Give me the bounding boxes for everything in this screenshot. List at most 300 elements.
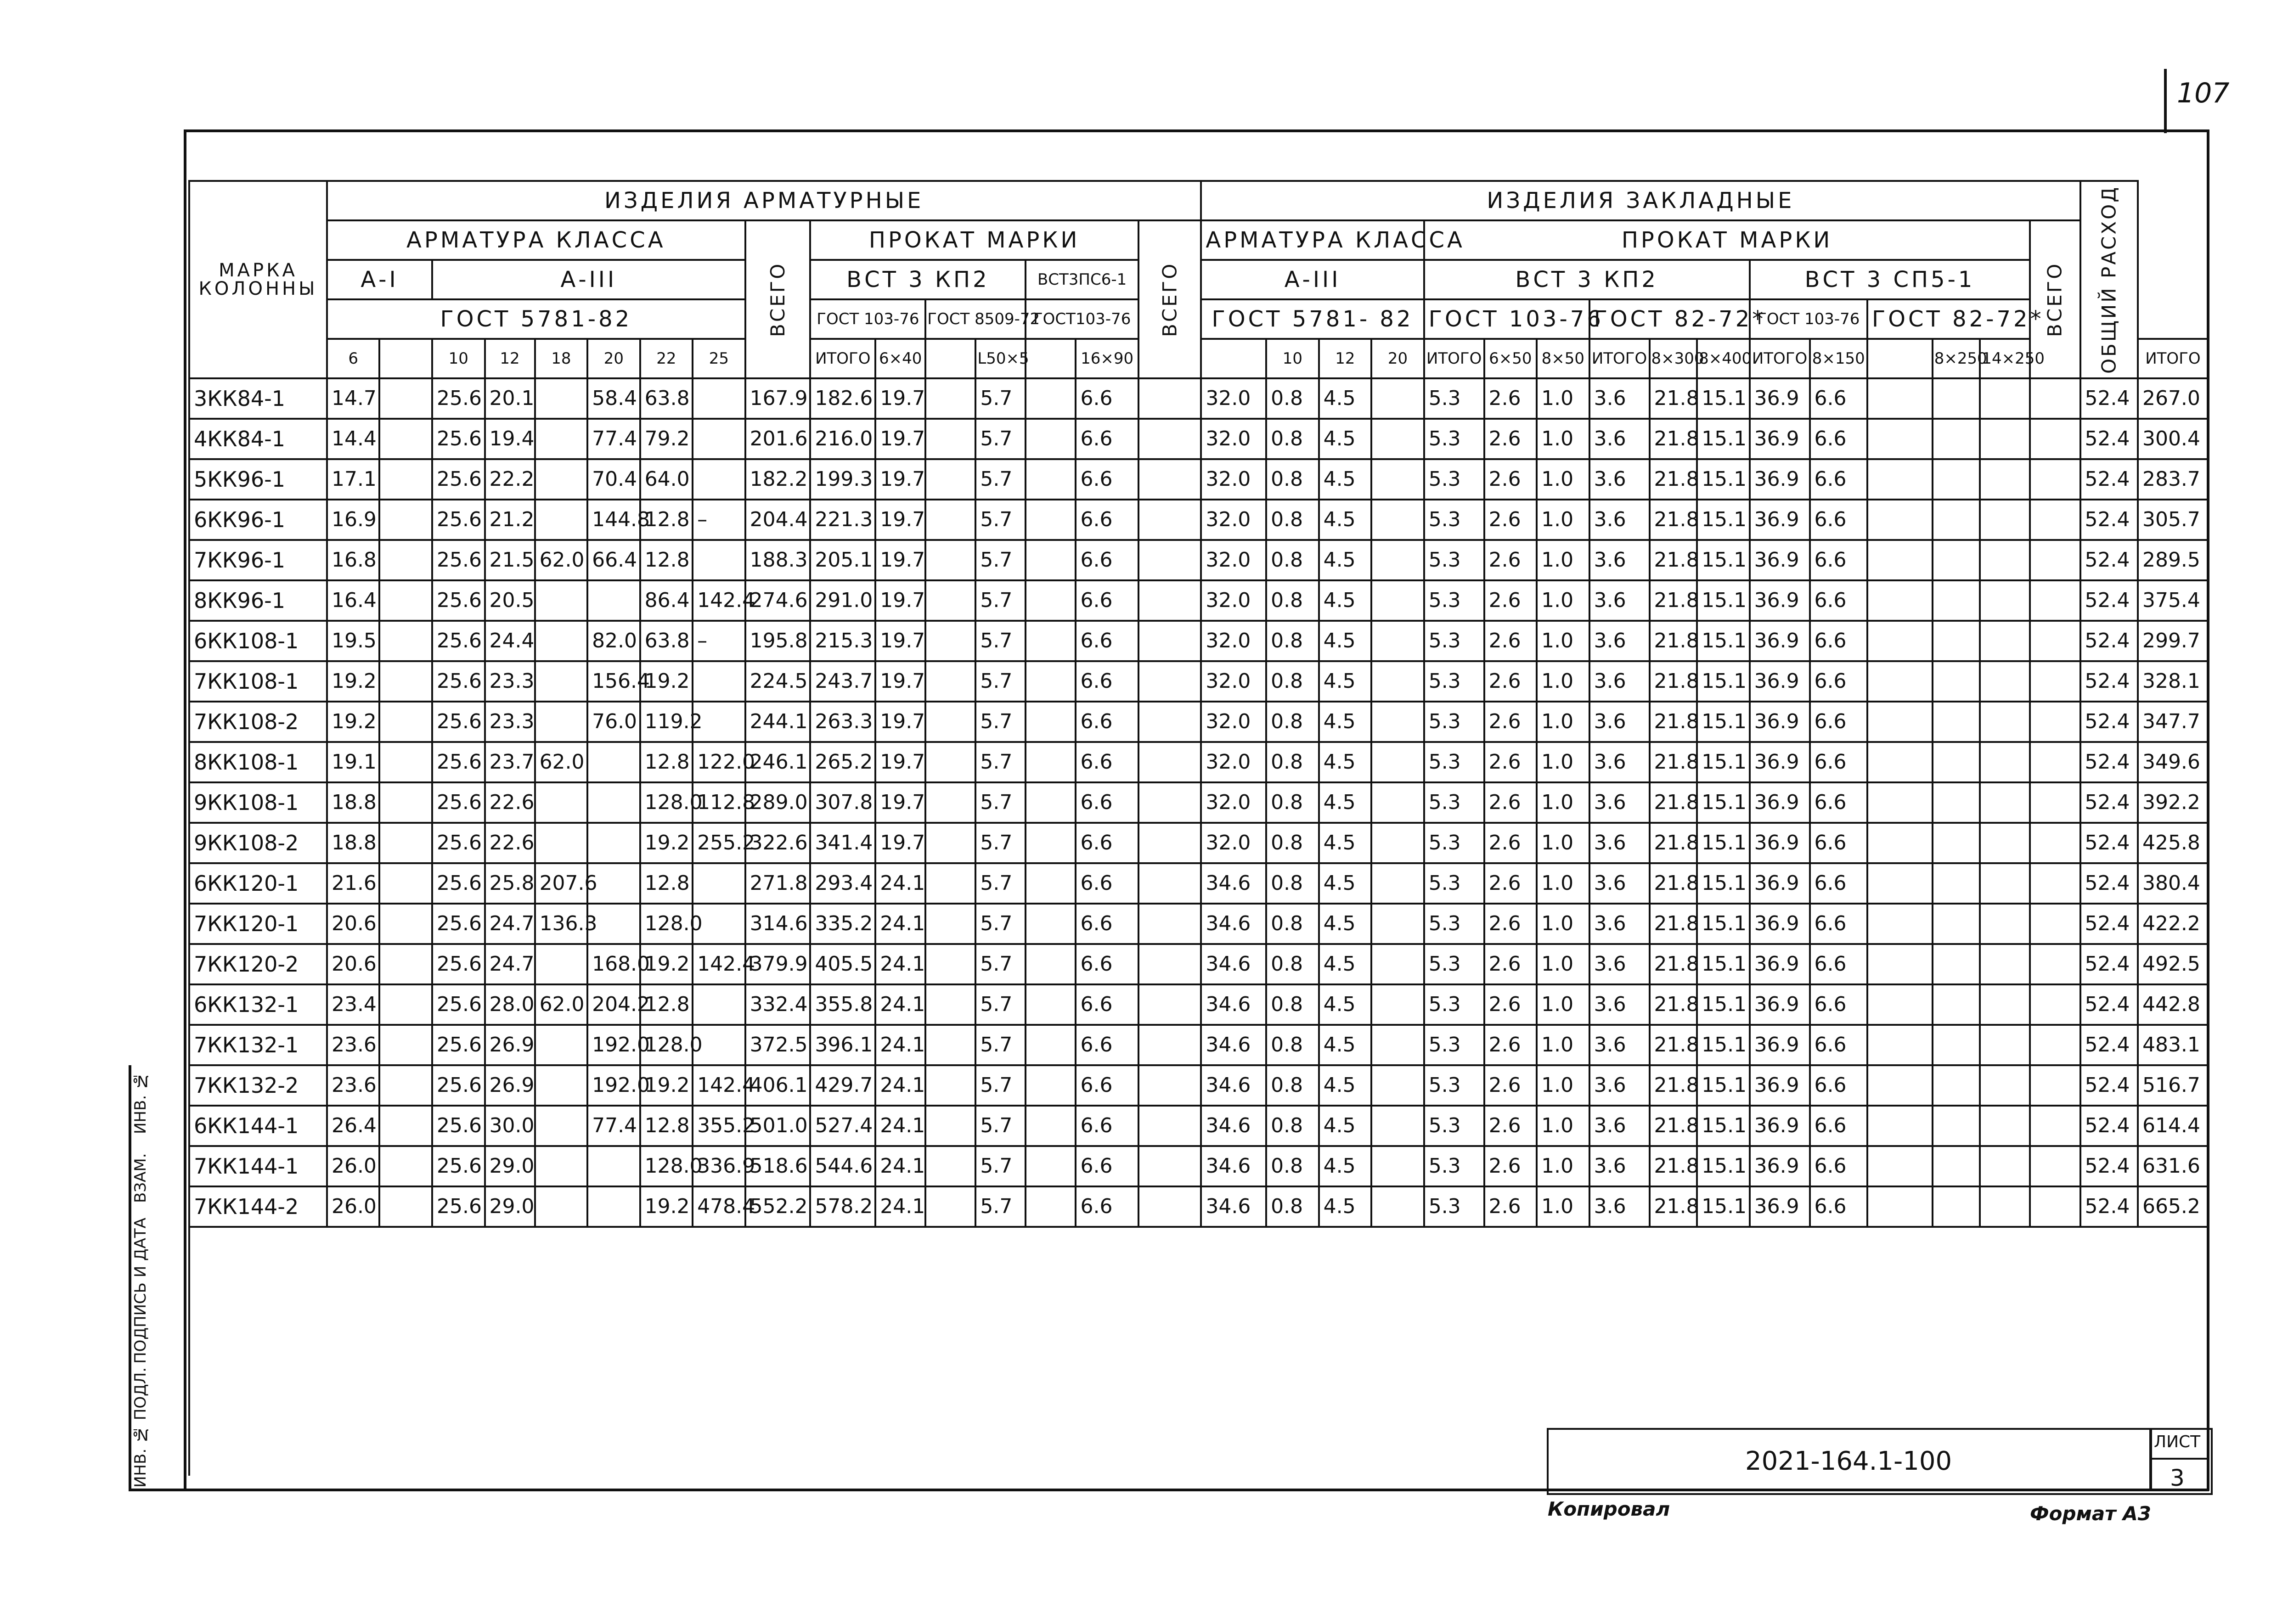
value-cell xyxy=(1371,1186,1424,1227)
value-cell xyxy=(1980,419,2030,459)
value-cell: 66.4 xyxy=(587,540,640,580)
value-cell: 15.1 xyxy=(1697,904,1750,944)
value-cell xyxy=(1371,782,1424,823)
value-cell: 3.6 xyxy=(1589,782,1650,823)
value-cell xyxy=(1933,1106,1980,1146)
table-row xyxy=(189,782,2208,823)
value-cell: 3.6 xyxy=(1589,1106,1650,1146)
value-cell: 15.1 xyxy=(1697,782,1750,823)
stamp-sheet-label: ЛИСТ xyxy=(2154,1433,2201,1451)
value-cell: 32.0 xyxy=(1201,459,1266,500)
row-mark-cell: 6КК132-1 xyxy=(189,984,327,1025)
value-cell xyxy=(1138,782,1201,823)
value-cell xyxy=(1867,419,1933,459)
value-cell: 4.5 xyxy=(1319,1146,1372,1186)
value-cell xyxy=(2030,742,2080,782)
value-cell: 244.1 xyxy=(745,702,811,742)
value-cell: 5.3 xyxy=(1424,702,1484,742)
value-cell xyxy=(1867,621,1933,661)
table-row xyxy=(189,863,2208,904)
value-cell xyxy=(379,1106,432,1146)
value-cell: 15.1 xyxy=(1697,823,1750,863)
value-cell: 300.4 xyxy=(2138,419,2208,459)
value-cell: 5.7 xyxy=(975,661,1026,702)
subheader-cell: ИТОГО xyxy=(1424,339,1484,378)
value-cell: 19.1 xyxy=(327,742,380,782)
value-cell: 24.1 xyxy=(875,1146,925,1186)
value-cell: 4.5 xyxy=(1319,1106,1372,1146)
value-cell xyxy=(379,702,432,742)
value-cell: 0.8 xyxy=(1266,1106,1319,1146)
value-cell: 25.6 xyxy=(432,904,485,944)
table-row xyxy=(189,580,2208,621)
table-row xyxy=(189,540,2208,580)
value-cell: 2.6 xyxy=(1484,419,1537,459)
value-cell xyxy=(1138,459,1201,500)
value-cell: 52.4 xyxy=(2080,702,2138,742)
table-row xyxy=(189,500,2208,540)
subheader-cell xyxy=(1201,339,1266,378)
value-cell xyxy=(1980,984,2030,1025)
value-cell: 5.7 xyxy=(975,580,1026,621)
value-cell xyxy=(587,1146,640,1186)
value-cell xyxy=(1867,661,1933,702)
value-cell xyxy=(1138,540,1201,580)
value-cell: 58.4 xyxy=(587,378,640,419)
stamp-divider xyxy=(2149,1428,2152,1491)
value-cell: 15.1 xyxy=(1697,863,1750,904)
value-cell: 25.6 xyxy=(432,1065,485,1106)
value-cell: 6.6 xyxy=(1076,823,1138,863)
value-cell: 5.3 xyxy=(1424,378,1484,419)
value-cell: 2.6 xyxy=(1484,540,1537,580)
value-cell xyxy=(1026,702,1076,742)
value-cell: 3.6 xyxy=(1589,580,1650,621)
value-cell: 6.6 xyxy=(1810,459,1867,500)
value-cell: 25.6 xyxy=(432,540,485,580)
value-cell xyxy=(1980,459,2030,500)
header-vst3kp2: ВСТ 3 КП2 xyxy=(810,260,1026,299)
value-cell: 552.2 xyxy=(745,1186,811,1227)
value-cell: 19.7 xyxy=(875,459,925,500)
value-cell xyxy=(379,459,432,500)
value-cell: 2.6 xyxy=(1484,1186,1537,1227)
value-cell: 355.8 xyxy=(810,984,875,1025)
value-cell: 26.9 xyxy=(485,1065,535,1106)
value-cell: 6.6 xyxy=(1810,661,1867,702)
value-cell: 23.3 xyxy=(485,702,535,742)
value-cell: 4.5 xyxy=(1319,500,1372,540)
value-cell xyxy=(1980,1186,2030,1227)
value-cell: 36.9 xyxy=(1750,782,1810,823)
value-cell: 0.8 xyxy=(1266,742,1319,782)
value-cell: 396.1 xyxy=(810,1025,875,1065)
subheader-cell: 8×250 xyxy=(1933,339,1980,378)
value-cell: 21.8 xyxy=(1650,984,1697,1025)
value-cell xyxy=(1026,742,1076,782)
row-mark-cell: 7КК108-2 xyxy=(189,702,327,742)
value-cell xyxy=(1371,904,1424,944)
header-total-rebar: ВСЕГО xyxy=(745,220,811,378)
row-mark-cell: 6КК144-1 xyxy=(189,1106,327,1146)
value-cell: 52.4 xyxy=(2080,378,2138,419)
value-cell: 332.4 xyxy=(745,984,811,1025)
value-cell: 19.7 xyxy=(875,702,925,742)
value-cell: 15.1 xyxy=(1697,580,1750,621)
value-cell: 1.0 xyxy=(1537,540,1589,580)
value-cell: 3.6 xyxy=(1589,378,1650,419)
value-cell: 478.4 xyxy=(693,1186,745,1227)
value-cell: 136.3 xyxy=(535,904,588,944)
value-cell xyxy=(925,1065,975,1106)
value-cell xyxy=(1138,823,1201,863)
value-cell: 29.0 xyxy=(485,1186,535,1227)
value-cell: 5.7 xyxy=(975,984,1026,1025)
value-cell: 1.0 xyxy=(1537,1065,1589,1106)
value-cell: 349.6 xyxy=(2138,742,2208,782)
row-mark-cell: 7КК108-1 xyxy=(189,661,327,702)
value-cell: 21.8 xyxy=(1650,419,1697,459)
value-cell: 4.5 xyxy=(1319,1186,1372,1227)
value-cell: 32.0 xyxy=(1201,378,1266,419)
subheader-cell: 6×50 xyxy=(1484,339,1537,378)
value-cell xyxy=(925,984,975,1025)
value-cell: 12.8 xyxy=(640,863,693,904)
value-cell: 5.3 xyxy=(1424,1186,1484,1227)
value-cell: 3.6 xyxy=(1589,1025,1650,1065)
value-cell: 5.3 xyxy=(1424,500,1484,540)
value-cell: 5.7 xyxy=(975,904,1026,944)
value-cell xyxy=(1867,863,1933,904)
value-cell: 2.6 xyxy=(1484,1146,1537,1186)
value-cell: 36.9 xyxy=(1750,540,1810,580)
header-group-rebar: ИЗДЕЛИЯ АРМАТУРНЫЕ xyxy=(327,181,1201,220)
value-cell: 15.1 xyxy=(1697,984,1750,1025)
subheader-cell: ИТОГО xyxy=(1750,339,1810,378)
value-cell xyxy=(1933,1065,1980,1106)
value-cell: 19.7 xyxy=(875,500,925,540)
value-cell: 25.6 xyxy=(432,580,485,621)
value-cell xyxy=(1867,1025,1933,1065)
value-cell xyxy=(1138,702,1201,742)
value-cell: 5.7 xyxy=(975,459,1026,500)
value-cell: 15.1 xyxy=(1697,742,1750,782)
value-cell: 19.2 xyxy=(640,823,693,863)
value-cell: 32.0 xyxy=(1201,742,1266,782)
value-cell: 2.6 xyxy=(1484,863,1537,904)
value-cell xyxy=(1933,742,1980,782)
value-cell: 36.9 xyxy=(1750,459,1810,500)
value-cell: 3.6 xyxy=(1589,1186,1650,1227)
table-row xyxy=(189,459,2208,500)
value-cell: 0.8 xyxy=(1266,984,1319,1025)
value-cell: 21.2 xyxy=(485,500,535,540)
value-cell: 4.5 xyxy=(1319,378,1372,419)
header-class-a3-2: А-III xyxy=(1201,260,1424,299)
value-cell: 25.6 xyxy=(432,782,485,823)
value-cell: 6.6 xyxy=(1810,1146,1867,1186)
value-cell: 24.1 xyxy=(875,1186,925,1227)
value-cell xyxy=(1026,1186,1076,1227)
value-cell: 79.2 xyxy=(640,419,693,459)
value-cell: 21.8 xyxy=(1650,823,1697,863)
value-cell xyxy=(693,540,745,580)
value-cell: 15.1 xyxy=(1697,944,1750,984)
value-cell xyxy=(1138,1106,1201,1146)
value-cell: 215.3 xyxy=(810,621,875,661)
value-cell xyxy=(1026,863,1076,904)
value-cell: 5.3 xyxy=(1424,459,1484,500)
value-cell xyxy=(1933,661,1980,702)
value-cell: 255.2 xyxy=(693,823,745,863)
value-cell: 5.7 xyxy=(975,540,1026,580)
value-cell xyxy=(925,1106,975,1146)
row-mark-cell: 9КК108-2 xyxy=(189,823,327,863)
value-cell xyxy=(925,500,975,540)
value-cell: 2.6 xyxy=(1484,459,1537,500)
value-cell xyxy=(1933,580,1980,621)
value-cell: 21.8 xyxy=(1650,702,1697,742)
value-cell: 21.8 xyxy=(1650,459,1697,500)
value-cell: 5.3 xyxy=(1424,1025,1484,1065)
value-cell: 12.8 xyxy=(640,984,693,1025)
value-cell: 156.4 xyxy=(587,661,640,702)
value-cell: 20.1 xyxy=(485,378,535,419)
value-cell: 25.6 xyxy=(432,863,485,904)
value-cell: 429.7 xyxy=(810,1065,875,1106)
value-cell xyxy=(1371,661,1424,702)
value-cell: 243.7 xyxy=(810,661,875,702)
value-cell: 36.9 xyxy=(1750,1065,1810,1106)
value-cell xyxy=(1026,540,1076,580)
value-cell: 544.6 xyxy=(810,1146,875,1186)
value-cell: 221.3 xyxy=(810,500,875,540)
header-rolled-grade: ПРОКАТ МАРКИ xyxy=(810,220,1138,260)
value-cell xyxy=(2030,378,2080,419)
value-cell: 3.6 xyxy=(1589,742,1650,782)
header-total-embedded: ВСЕГО xyxy=(2030,220,2080,378)
value-cell xyxy=(379,742,432,782)
value-cell: 2.6 xyxy=(1484,1025,1537,1065)
value-cell: 144.8 xyxy=(587,500,640,540)
value-cell xyxy=(1980,904,2030,944)
value-cell xyxy=(379,1065,432,1106)
value-cell: 142.4 xyxy=(693,944,745,984)
value-cell: 21.8 xyxy=(1650,1146,1697,1186)
frame-left xyxy=(184,129,186,1491)
table-row xyxy=(189,1186,2208,1227)
value-cell: 25.6 xyxy=(432,1186,485,1227)
value-cell: 1.0 xyxy=(1537,661,1589,702)
value-cell: 5.7 xyxy=(975,944,1026,984)
subheader-cell xyxy=(1867,339,1933,378)
row-mark-cell: 5КК96-1 xyxy=(189,459,327,500)
value-cell xyxy=(1980,580,2030,621)
value-cell xyxy=(1026,782,1076,823)
value-cell: 29.0 xyxy=(485,1146,535,1186)
value-cell: 52.4 xyxy=(2080,419,2138,459)
value-cell: 442.8 xyxy=(2138,984,2208,1025)
value-cell: 2.6 xyxy=(1484,904,1537,944)
value-cell xyxy=(1138,1025,1201,1065)
value-cell: 23.6 xyxy=(327,1065,380,1106)
row-mark-cell: 7КК144-1 xyxy=(189,1146,327,1186)
value-cell: 6.6 xyxy=(1810,1025,1867,1065)
value-cell: 425.8 xyxy=(2138,823,2208,863)
value-cell: 192.0 xyxy=(587,1025,640,1065)
value-cell: 6.6 xyxy=(1810,540,1867,580)
value-cell: 36.9 xyxy=(1750,1106,1810,1146)
value-cell: 336.9 xyxy=(693,1146,745,1186)
value-cell xyxy=(693,459,745,500)
value-cell xyxy=(1933,823,1980,863)
value-cell: 25.6 xyxy=(432,984,485,1025)
value-cell: 25.6 xyxy=(432,1025,485,1065)
value-cell xyxy=(2030,1025,2080,1065)
value-cell: 3.6 xyxy=(1589,661,1650,702)
value-cell xyxy=(1867,904,1933,944)
value-cell: 70.4 xyxy=(587,459,640,500)
value-cell xyxy=(925,1025,975,1065)
value-cell: 2.6 xyxy=(1484,944,1537,984)
value-cell: 36.9 xyxy=(1750,500,1810,540)
value-cell xyxy=(1933,419,1980,459)
value-cell: 375.4 xyxy=(2138,580,2208,621)
value-cell: 6.6 xyxy=(1076,863,1138,904)
value-cell: 25.8 xyxy=(485,863,535,904)
value-cell xyxy=(587,782,640,823)
value-cell: 0.8 xyxy=(1266,782,1319,823)
value-cell xyxy=(587,580,640,621)
header-rolled-grade-2: ПРОКАТ МАРКИ xyxy=(1424,220,2030,260)
value-cell xyxy=(379,1025,432,1065)
subheader-cell: 18 xyxy=(535,339,588,378)
value-cell xyxy=(1933,1146,1980,1186)
value-cell: 299.7 xyxy=(2138,621,2208,661)
value-cell: 20.5 xyxy=(485,580,535,621)
value-cell xyxy=(379,500,432,540)
value-cell: 128.0 xyxy=(640,904,693,944)
value-cell xyxy=(379,378,432,419)
value-cell: 36.9 xyxy=(1750,621,1810,661)
value-cell xyxy=(1867,459,1933,500)
value-cell: 21.6 xyxy=(327,863,380,904)
value-cell xyxy=(1026,984,1076,1025)
row-mark-cell: 6КК96-1 xyxy=(189,500,327,540)
value-cell: 34.6 xyxy=(1201,1025,1266,1065)
value-cell: 34.6 xyxy=(1201,984,1266,1025)
value-cell: 5.7 xyxy=(975,702,1026,742)
value-cell xyxy=(1138,1146,1201,1186)
value-cell: 5.3 xyxy=(1424,984,1484,1025)
table-row xyxy=(189,419,2208,459)
value-cell: 4.5 xyxy=(1319,944,1372,984)
value-cell: 36.9 xyxy=(1750,1186,1810,1227)
value-cell xyxy=(1933,863,1980,904)
subheader-cell: 14×250 xyxy=(1980,339,2030,378)
subheader-cell: 8×300 xyxy=(1650,339,1697,378)
value-cell xyxy=(2030,459,2080,500)
value-cell: 24.1 xyxy=(875,1065,925,1106)
value-cell: 128.0 xyxy=(640,1146,693,1186)
value-cell xyxy=(1026,823,1076,863)
table-row xyxy=(189,661,2208,702)
table-row xyxy=(189,904,2208,944)
table-row xyxy=(189,1025,2208,1065)
header-class-a3: А-III xyxy=(432,260,745,299)
value-cell xyxy=(1371,621,1424,661)
value-cell: 23.3 xyxy=(485,661,535,702)
subheader-cell: 16×90 xyxy=(1076,339,1138,378)
value-cell xyxy=(535,419,588,459)
value-cell xyxy=(1026,904,1076,944)
value-cell: 21.8 xyxy=(1650,904,1697,944)
value-cell: 19.2 xyxy=(327,661,380,702)
value-cell: 3.6 xyxy=(1589,621,1650,661)
value-cell xyxy=(925,661,975,702)
value-cell: 16.9 xyxy=(327,500,380,540)
header-group-embedded: ИЗДЕЛИЯ ЗАКЛАДНЫЕ xyxy=(1201,181,2080,220)
value-cell: 52.4 xyxy=(2080,1065,2138,1106)
value-cell: 204.4 xyxy=(745,500,811,540)
value-cell xyxy=(535,500,588,540)
header-vst3kp2-2: ВСТ 3 КП2 xyxy=(1424,260,1750,299)
value-cell: 483.1 xyxy=(2138,1025,2208,1065)
value-cell xyxy=(2030,1146,2080,1186)
value-cell: 4.5 xyxy=(1319,580,1372,621)
header-gost-82-2: ГОСТ 82-72* xyxy=(1867,299,2030,339)
value-cell xyxy=(1371,863,1424,904)
value-cell: 4.5 xyxy=(1319,904,1372,944)
value-cell xyxy=(1867,782,1933,823)
value-cell: 3.6 xyxy=(1589,904,1650,944)
table-row xyxy=(189,944,2208,984)
value-cell: 422.2 xyxy=(2138,904,2208,944)
value-cell: 15.1 xyxy=(1697,702,1750,742)
value-cell xyxy=(2030,1065,2080,1106)
value-cell: 6.6 xyxy=(1076,378,1138,419)
value-cell: 5.7 xyxy=(975,742,1026,782)
value-cell: 15.1 xyxy=(1697,540,1750,580)
value-cell: 24.1 xyxy=(875,1106,925,1146)
value-cell: 82.0 xyxy=(587,621,640,661)
value-cell xyxy=(1867,1146,1933,1186)
subheader-cell: 12 xyxy=(485,339,535,378)
value-cell xyxy=(1026,621,1076,661)
subheader-cell: ИТОГО xyxy=(810,339,875,378)
value-cell: 492.5 xyxy=(2138,944,2208,984)
subheader-cell: 8×50 xyxy=(1537,339,1589,378)
value-cell: 36.9 xyxy=(1750,904,1810,944)
value-cell: 6.6 xyxy=(1076,580,1138,621)
value-cell: 0.8 xyxy=(1266,823,1319,863)
value-cell xyxy=(535,580,588,621)
value-cell xyxy=(2030,984,2080,1025)
value-cell: 2.6 xyxy=(1484,661,1537,702)
subheader-cell: 22 xyxy=(640,339,693,378)
value-cell: 2.6 xyxy=(1484,702,1537,742)
value-cell xyxy=(535,661,588,702)
value-cell: 0.8 xyxy=(1266,944,1319,984)
value-cell: 0.8 xyxy=(1266,863,1319,904)
value-cell xyxy=(379,621,432,661)
value-cell: 6.6 xyxy=(1076,500,1138,540)
value-cell: 32.0 xyxy=(1201,621,1266,661)
value-cell xyxy=(1026,378,1076,419)
value-cell: 6.6 xyxy=(1076,944,1138,984)
value-cell: 204.2 xyxy=(587,984,640,1025)
value-cell: 1.0 xyxy=(1537,944,1589,984)
